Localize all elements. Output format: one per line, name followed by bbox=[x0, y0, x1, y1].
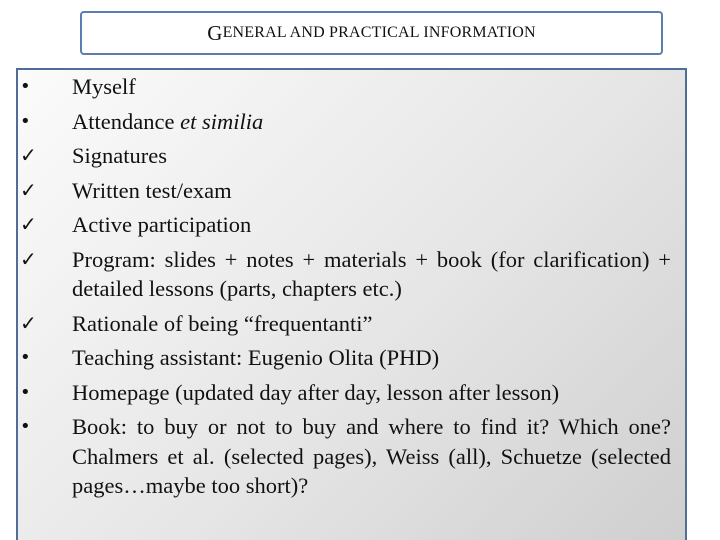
info-list bbox=[18, 72, 685, 501]
bullet-icon: • bbox=[20, 347, 31, 368]
item-text: Signatures bbox=[72, 143, 167, 168]
item-text: Myself bbox=[72, 74, 136, 99]
bullet-icon: • bbox=[20, 110, 31, 132]
item-text: Attendance bbox=[72, 108, 181, 134]
item-text: Book: to buy or not to buy and where to find it? Which one? Chalmers et al. (selected pages), Weiss (all), Schuetze (selected pages…maybe too short)? bbox=[72, 414, 671, 498]
checkmark-icon: ✓ bbox=[20, 143, 37, 167]
item-text-italic: et similia bbox=[180, 108, 264, 134]
item-text: Rationale of being “frequentanti” bbox=[72, 310, 373, 336]
title-first-letter: G bbox=[207, 20, 223, 45]
list-item bbox=[18, 176, 671, 206]
bullet-icon: • bbox=[20, 76, 31, 97]
slide-title bbox=[80, 11, 663, 55]
list-item bbox=[18, 378, 671, 408]
list-item bbox=[18, 141, 671, 171]
item-text: Written test/exam bbox=[72, 177, 232, 203]
checkmark-icon: ✓ bbox=[20, 310, 37, 335]
content-panel bbox=[16, 68, 687, 540]
list-item bbox=[18, 412, 671, 501]
list-item bbox=[18, 245, 671, 304]
checkmark-icon: ✓ bbox=[20, 246, 37, 271]
title-rest: ENERAL AND PRACTICAL INFORMATION bbox=[222, 24, 536, 41]
item-text: Active participation bbox=[72, 212, 252, 237]
checkmark-icon: ✓ bbox=[20, 212, 37, 236]
bullet-icon: • bbox=[20, 416, 31, 437]
item-text: Program: slides + notes + materials + book (for clarification) + detailed lessons (parts, chapters etc.) bbox=[72, 246, 671, 301]
bullet-icon: • bbox=[20, 381, 31, 403]
list-item bbox=[18, 107, 671, 137]
list-item bbox=[18, 309, 671, 339]
checkmark-icon: ✓ bbox=[20, 177, 37, 202]
list-item bbox=[18, 72, 671, 102]
item-text: Teaching assistant: Eugenio Olita (PHD) bbox=[72, 345, 440, 370]
item-text: Homepage (updated day after day, lesson after lesson) bbox=[72, 379, 560, 405]
list-item bbox=[18, 343, 671, 373]
list-item bbox=[18, 210, 671, 240]
